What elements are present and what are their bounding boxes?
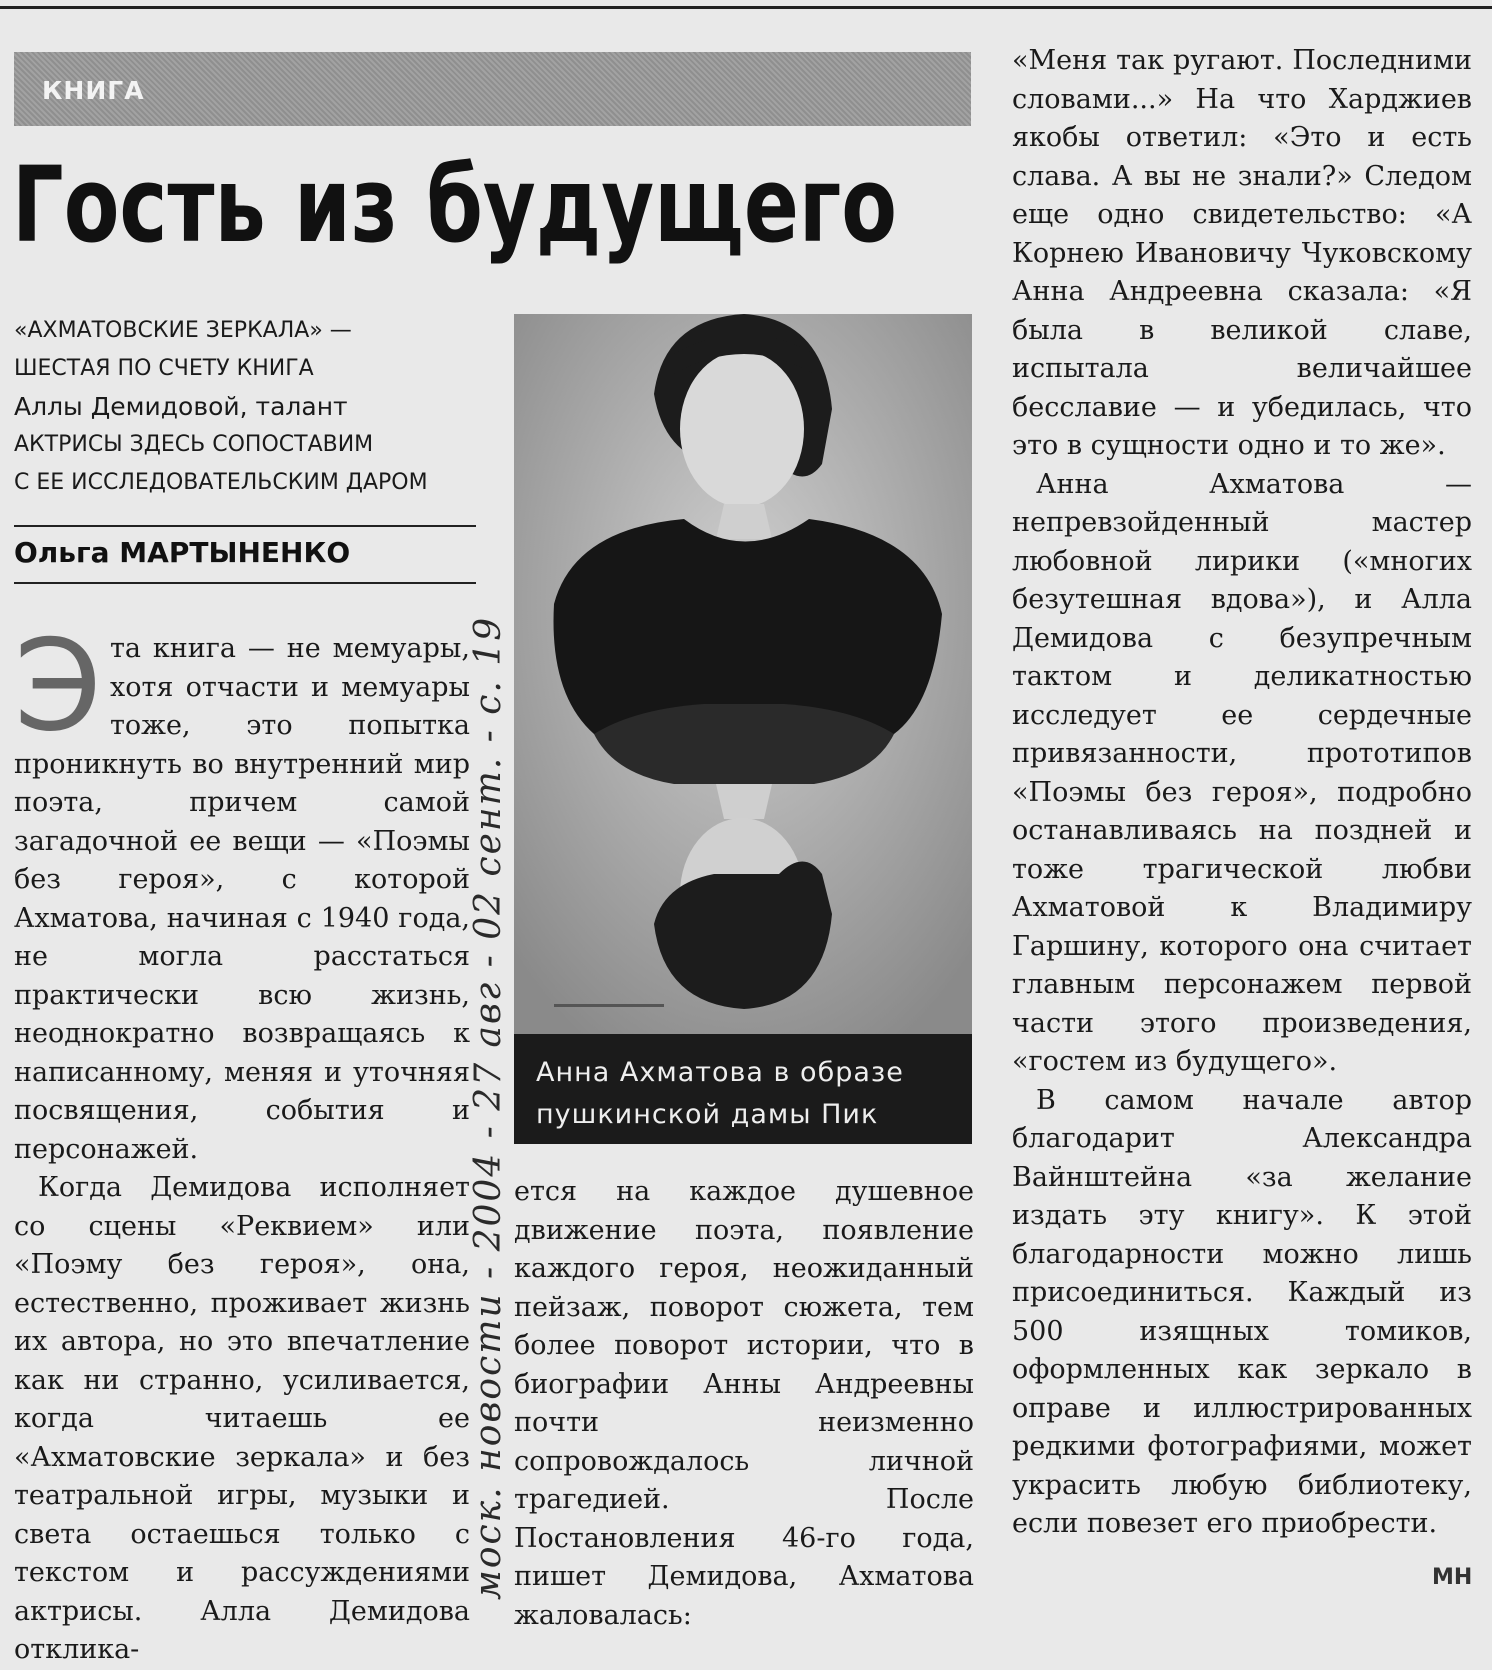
drop-cap: Э	[14, 612, 102, 759]
section-bar	[14, 52, 971, 126]
lead-line: «АХМАТОВСКИЕ ЗЕРКАЛА» —	[14, 318, 352, 343]
lead-line: АКТРИСЫ ЗДЕСЬ СОПОСТАВИМ	[14, 432, 374, 457]
article-paragraph: ется на каждое душевное движение поэта, появление каждого героя, неожиданный пейзаж, поворот сюжета, тем более поворот истории, что в биографии Анны Андреевны почти неизменно сопровождалось личной трагедией. После Постановления 46-го года, пишет Демидова, Ахматова жаловалась:	[514, 1176, 974, 1631]
caption-line: пушкинской дамы Пик	[536, 1099, 879, 1130]
lead-line: С ЕЕ ИССЛЕДОВАТЕЛЬСКИМ ДАРОМ	[14, 470, 428, 495]
article-paragraph: Анна Ахматова — непревзойденный мастер любовной лирики («многих безутешная вдова»), и Алла Демидова с безупречным тактом и деликатностью исследует ее сердечные привязанности, прототипов «Поэмы без героя», подробно останавливаясь на поздней и тоже трагической любви Ахматовой к Владимиру Гаршину, которого она считает главным персонажем первой части этого произведения, «гостем из будущего».	[1012, 468, 1472, 1077]
caption-line: Анна Ахматова в образе	[536, 1057, 904, 1088]
lead-line: Аллы Демидовой, талант	[14, 392, 348, 421]
divider	[14, 582, 476, 584]
lead	[14, 312, 474, 502]
divider	[14, 525, 476, 527]
handwritten-note: моск. новости - 2004 - 27 авг - 02 сент. - с. 19	[468, 615, 509, 1600]
photo	[514, 314, 972, 1144]
top-rule	[0, 6, 1492, 9]
headline: Гость из будущего	[12, 144, 897, 266]
article-column-1	[14, 612, 470, 1670]
publication-mark: МН	[1432, 1565, 1473, 1590]
photo-caption	[536, 1052, 904, 1136]
article-paragraph: В самом начале автор благодарит Александра Вайнштейна «за желание издать эту книгу». К этой благодарности можно лишь присоединиться. Каждый из 500 изящных томиков, оформленных как зеркало в оправе и иллюстрированных редкими фотографиями, может украсить любую библиотеку, если повезет его приобрести.	[1012, 1084, 1472, 1539]
article-paragraph: «Меня так ругают. Последними словами...» На что Харджиев якобы ответил: «Это и есть слава. А вы не знали?» Следом еще одно свидетельство: «А Корнею Ивановичу Чуковскому Анна Андреевна сказала: «Я была в великой славе, испытала величайшее бесславие — и убедилась, что это в сущности одно и то же».	[1012, 45, 1472, 461]
paragraph-text: та книга — не мемуары, хотя отчасти и мемуары тоже, это попытка проникнуть во внутренний мир поэта, причем самой загадочной ее вещи — «Поэмы без героя», с которой Ахматова, начиная с 1940 года, не могла расстаться практически всю жизнь, неоднократно возвращаясь к написанному, меняя и уточняя посвящения, события и персонажей.	[14, 633, 470, 1165]
article-column-2	[514, 1173, 974, 1635]
lead-line: ШЕСТАЯ ПО СЧЕТУ КНИГА	[14, 356, 314, 381]
section-label: КНИГА	[42, 76, 145, 105]
article-paragraph: Когда Демидова исполняет со сцены «Реквием» или «Поэму без героя», она, естественно, проживает жизнь их автора, но это впечатление как ни странно, усиливается, когда читаешь ее «Ахматовские зеркала» и без театральной игры, музыки и света остаешься только с текстом и рассуждениями актрисы. Алла Демидова отклика-	[14, 1172, 470, 1665]
article-paragraph	[14, 612, 470, 1169]
portrait-image	[514, 314, 972, 1034]
article-column-3	[1012, 42, 1472, 1544]
author-byline: Ольга МАРТЫНЕНКО	[14, 536, 351, 569]
